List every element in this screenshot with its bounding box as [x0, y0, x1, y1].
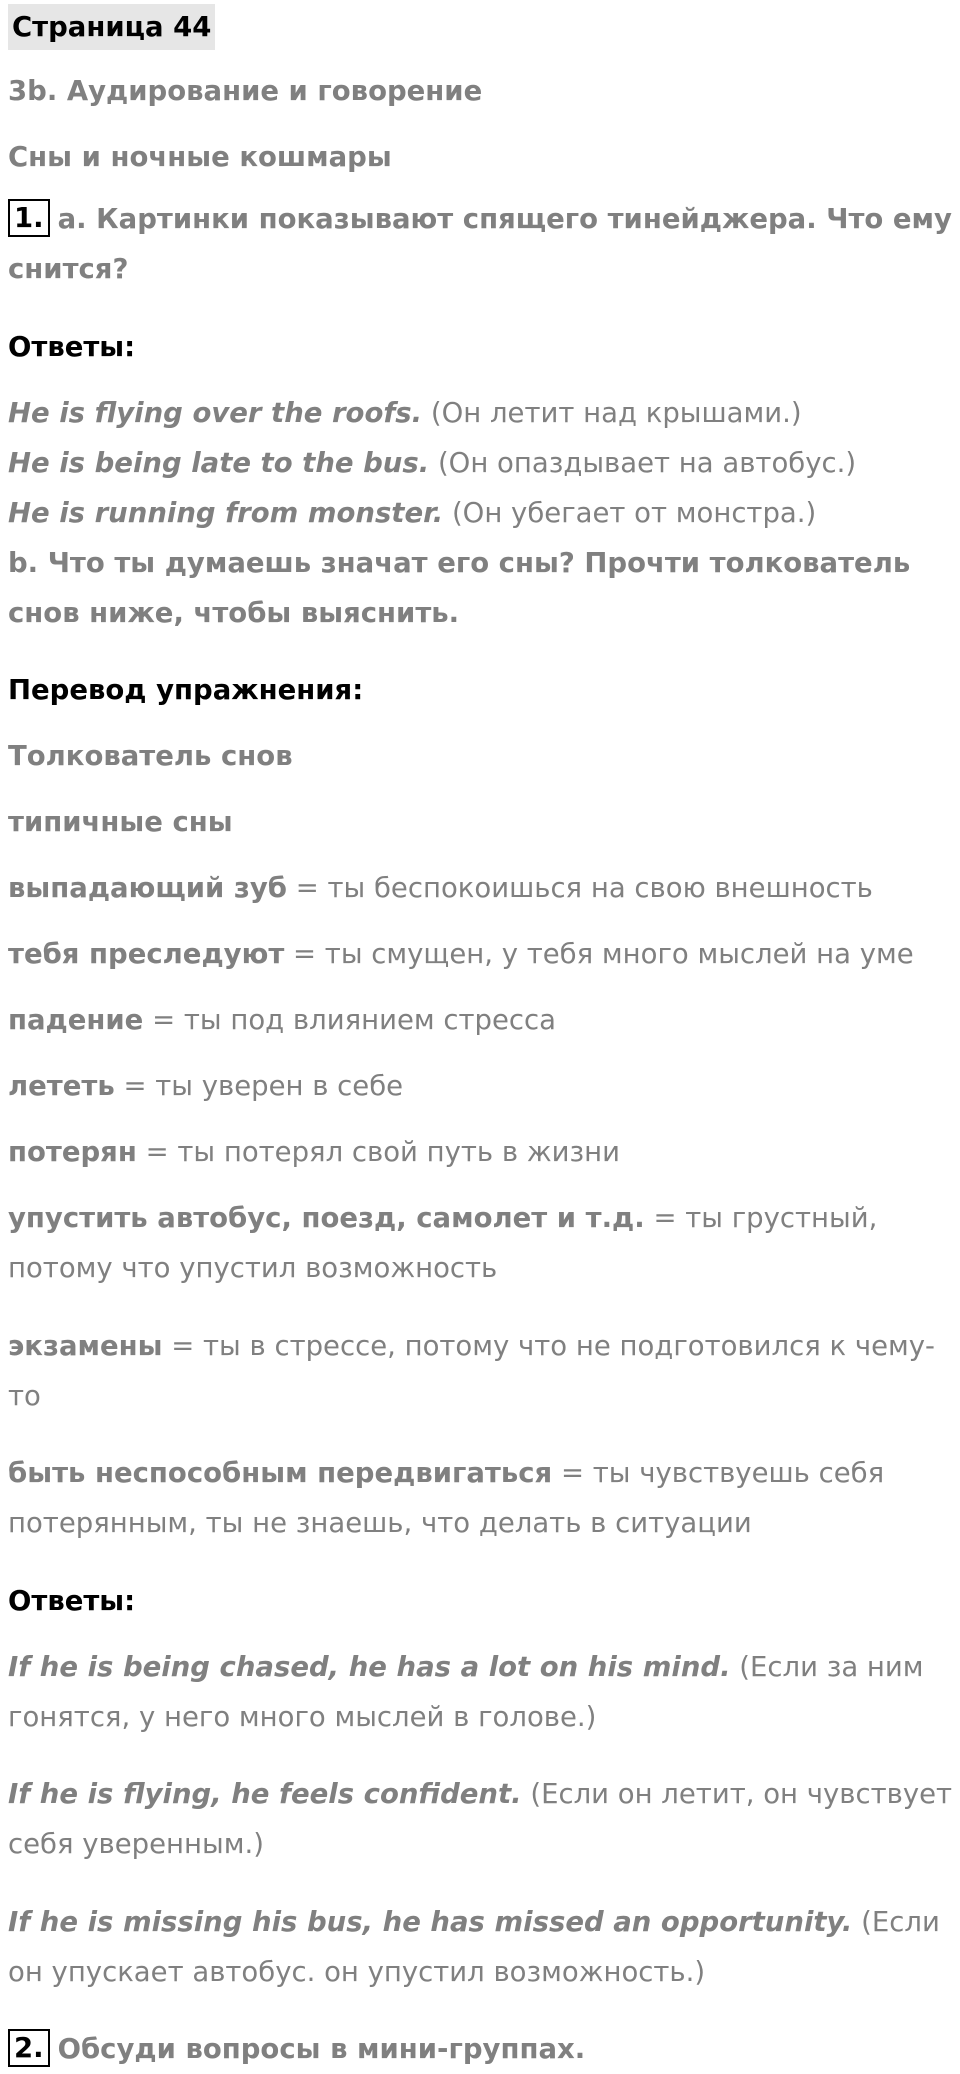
entry-term: лететь — [8, 1070, 115, 1102]
exercise-1b-task: b. Что ты думаешь значат его сны? Прочти толкователь снов ниже, чтобы выяснить. — [8, 546, 911, 629]
entry-term: выпадающий зуб — [8, 872, 287, 904]
answer-en: He is running from monster. — [8, 496, 444, 529]
dictionary-entry — [8, 995, 960, 1045]
entry-meaning: = ты в стрессе, потому что не подготовился к чему-то — [8, 1329, 935, 1412]
dictionary-title: Толкователь снов — [8, 740, 293, 772]
answer-2 — [8, 438, 960, 488]
answer-ru: (Он опаздывает на автобус.) — [437, 446, 857, 479]
section-heading: 3b. Аудирование и говорение — [8, 75, 483, 107]
exercise-2-text: Обсуди вопросы в мини-группах. — [57, 2033, 586, 2065]
page-title-row — [8, 0, 960, 50]
answer-ru: (Он летит над крышами.) — [430, 396, 802, 429]
entry-term: упустить автобус, поезд, самолет и т.д. — [8, 1202, 645, 1234]
dictionary-entry — [8, 863, 960, 913]
answer-en: He is being late to the bus. — [8, 446, 430, 479]
answer-ru: (Он убегает от монстра.) — [451, 496, 817, 529]
answer-ru: (Если он летит, он чувствует себя уверенным.) — [8, 1778, 953, 1860]
answer-b-1 — [8, 1642, 953, 1742]
entry-meaning: = ты чувствуешь себя потерянным, ты не знаешь, что делать в ситуации — [8, 1457, 885, 1539]
exercise-2-task — [8, 2024, 960, 2074]
entry-term: падение — [8, 1004, 144, 1036]
answer-en: If he is flying, he feels confident. — [8, 1778, 522, 1810]
dictionary-entry — [8, 1193, 953, 1293]
answer-b-3 — [8, 1897, 953, 1997]
exercise-1a-text: a. Картинки показывают спящего тинейджера. Что ему снится? — [8, 203, 952, 285]
dictionary-subtitle: типичные сны — [8, 806, 233, 838]
page-title: Страница 44 — [8, 4, 215, 50]
entry-meaning: = ты уверен в себе — [123, 1070, 404, 1102]
entry-meaning: = ты беспокоишься на свою внешность — [295, 872, 873, 904]
entry-meaning: = ты потерял свой путь в жизни — [145, 1136, 620, 1168]
dictionary-entry — [8, 1321, 953, 1421]
answer-b-2 — [8, 1769, 953, 1869]
dictionary-entry — [8, 1448, 953, 1548]
answer-en: He is flying over the roofs. — [8, 396, 423, 429]
answer-en: If he is missing his bus, he has missed an opportunity. — [8, 1905, 853, 1938]
answer-en: If he is being chased, he has a lot on his mind. — [8, 1650, 731, 1683]
answer-ru: (Если он упускает автобус. он упустил возможность.) — [8, 1905, 940, 1988]
answer-3 — [8, 488, 960, 538]
entry-term: быть неспособным передвигаться — [8, 1457, 553, 1489]
entry-term: тебя преследуют — [8, 938, 285, 970]
exercise-1a-task — [8, 194, 953, 294]
dictionary-entry — [8, 1061, 960, 1111]
exercise-number-1: 1. — [8, 199, 50, 237]
answers-label-2: Ответы: — [8, 1584, 136, 1617]
entry-term: потерян — [8, 1136, 137, 1168]
exercise-number-2: 2. — [8, 2029, 50, 2067]
topic-heading: Сны и ночные кошмары — [8, 141, 392, 173]
entry-meaning: = ты под влиянием стресса — [152, 1004, 556, 1036]
entry-meaning: = ты смущен, у тебя много мыслей на уме — [293, 938, 914, 970]
translation-label: Перевод упражнения: — [8, 674, 364, 706]
entry-meaning: = ты грустный, потому что упустил возможность — [8, 1202, 878, 1284]
answers-label-1: Ответы: — [8, 330, 136, 363]
answer-ru: (Если за ним гонятся, у него много мыслей в голове.) — [8, 1650, 924, 1733]
dictionary-entry — [8, 929, 960, 979]
entry-term: экзамены — [8, 1329, 163, 1362]
answer-1 — [8, 388, 960, 438]
dictionary-entry — [8, 1127, 960, 1177]
